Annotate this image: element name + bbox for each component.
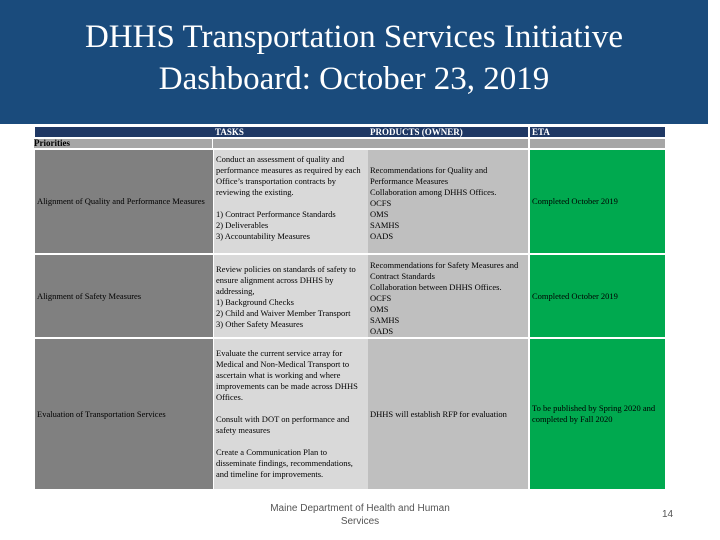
products-cell (368, 255, 528, 337)
product-text: OCFS (370, 198, 392, 208)
task-text: Conduct an assessment of quality and performance measures as required by each Office’s transportation contracts by reviewing the existing. (216, 154, 361, 197)
task-text: 2) Child and Waiver Member Transport (216, 308, 351, 318)
products-cell (368, 339, 528, 489)
eta-text: Completed October 2019 (532, 196, 618, 206)
product-text: Collaboration between DHHS Offices. (370, 282, 502, 292)
priority-cell (35, 339, 213, 489)
priority-cell (35, 255, 213, 337)
tasks-cell (214, 339, 368, 489)
task-text: 3) Accountability Measures (216, 231, 310, 241)
priority-label: Alignment of Quality and Performance Measures (37, 196, 205, 206)
eta-text: Completed October 2019 (532, 290, 618, 301)
footer-organization: Maine Department of Health and Human Services (270, 503, 450, 527)
title-banner (0, 0, 708, 124)
header-tasks: TASKS (213, 127, 368, 137)
task-text: 3) Other Safety Measures (216, 319, 304, 329)
product-text: OMS (370, 209, 389, 219)
product-text: Collaboration among DHHS Offices. (370, 187, 497, 197)
priority-label: Alignment of Safety Measures (37, 290, 142, 301)
priorities-label: Priorities (34, 139, 212, 148)
task-text: Create a Communication Plan to disseminate findings, recommendations, and timeline for improvements. (216, 447, 353, 479)
eta-text: To be published by Spring 2020 and completed by Fall 2020 (532, 403, 656, 424)
products-cell (368, 150, 528, 253)
title-line-2: Dashboard: October 23, 2019 (158, 61, 550, 97)
task-text: Evaluate the current service array for Medical and Non-Medical Transport to ascertain what is working and where improvements can be made across DHHS Offices. (216, 348, 358, 402)
product-text: Recommendations for Quality and Performance Measures (370, 165, 488, 186)
task-text: 1) Background Checks (216, 297, 294, 307)
header-blank (35, 127, 213, 137)
priorities-band (530, 139, 665, 148)
header-products: PRODUCTS (OWNER) (368, 127, 528, 137)
product-text: SAMHS (370, 220, 400, 230)
task-text: Review policies on standards of safety to ensure alignment across DHHS by addressing, (216, 264, 356, 296)
tasks-cell (214, 150, 368, 253)
product-text: Recommendations for Safety Measures and Contract Standards (370, 260, 519, 281)
product-text: SAMHS (370, 315, 400, 325)
product-text: OADS (370, 326, 394, 336)
priorities-band (368, 139, 528, 148)
eta-cell (530, 150, 665, 253)
task-text: 2) Deliverables (216, 220, 269, 230)
product-text: OADS (370, 231, 394, 241)
header-eta: ETA (530, 127, 665, 137)
page-number: 14 (662, 509, 674, 520)
product-text: OCFS (370, 293, 392, 303)
product-text: OMS (370, 304, 389, 314)
tasks-cell (214, 255, 368, 337)
product-text: DHHS will establish RFP for evaluation (370, 408, 507, 419)
priority-cell (35, 150, 213, 253)
eta-cell (530, 255, 665, 337)
title-line-1: DHHS Transportation Services Initiative (84, 19, 624, 55)
task-text: 1) Contract Performance Standards (216, 209, 336, 219)
priority-label: Evaluation of Transportation Services (37, 408, 166, 419)
task-text: Consult with DOT on performance and safety measures (216, 414, 350, 435)
priorities-band (213, 139, 368, 148)
eta-cell (530, 339, 665, 489)
